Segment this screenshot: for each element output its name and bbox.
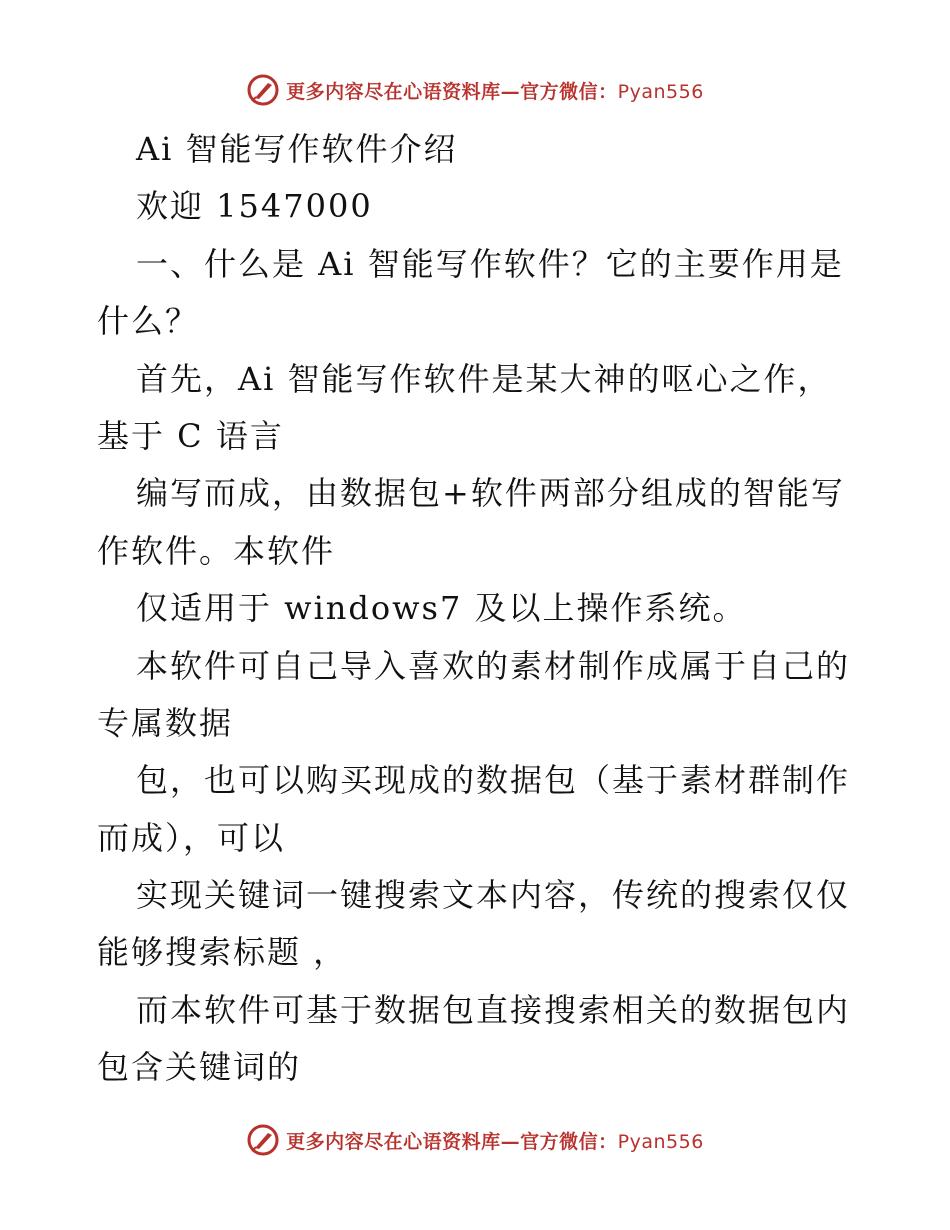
section-heading: 一、什么是 Ai 智能写作软件？它的主要作用是 <box>136 244 844 283</box>
paragraph-line: 专属数据 <box>97 703 234 742</box>
paragraph-line: 仅适用于 windows7 及以上操作系统。 <box>136 589 747 628</box>
section-heading-cont: 什么？ <box>97 302 200 341</box>
header-watermark <box>0 70 950 110</box>
watermark-text: 更多内容尽在心语资料库—官方微信：Pyan556 <box>286 80 704 103</box>
quill-logo-icon <box>246 1123 280 1157</box>
paragraph-line: 首先，Ai 智能写作软件是某大神的呕心之作， <box>136 359 832 398</box>
paragraph-line: 本软件可自己导入喜欢的素材制作成属于自己的 <box>136 646 851 685</box>
document-body <box>97 121 857 1097</box>
paragraph-line: 而成），可以 <box>97 818 286 857</box>
paragraph-line: 编写而成，由数据包+软件两部分组成的智能写 <box>136 474 845 513</box>
paragraph-line: 能够搜索标题 ， <box>97 933 348 972</box>
doc-title: Ai 智能写作软件介绍 <box>136 130 458 168</box>
paragraph-line: 实现关键词一键搜索文本内容，传统的搜索仅仅 <box>136 876 851 915</box>
paragraph-line: 而本软件可基于数据包直接搜索相关的数据包内 <box>136 990 851 1029</box>
paragraph-line: 基于 C 语言 <box>97 416 284 455</box>
paragraph-line: 包，也可以购买现成的数据包（基于素材群制作 <box>136 761 851 800</box>
footer-watermark <box>0 1120 950 1160</box>
paragraph-line: 欢迎 1547000 <box>136 187 373 226</box>
paragraph-line: 包含关键词的 <box>97 1048 302 1087</box>
watermark-text: 更多内容尽在心语资料库—官方微信：Pyan556 <box>286 1130 704 1153</box>
paragraph-line: 作软件。本软件 <box>97 531 336 570</box>
quill-logo-icon <box>246 73 280 107</box>
